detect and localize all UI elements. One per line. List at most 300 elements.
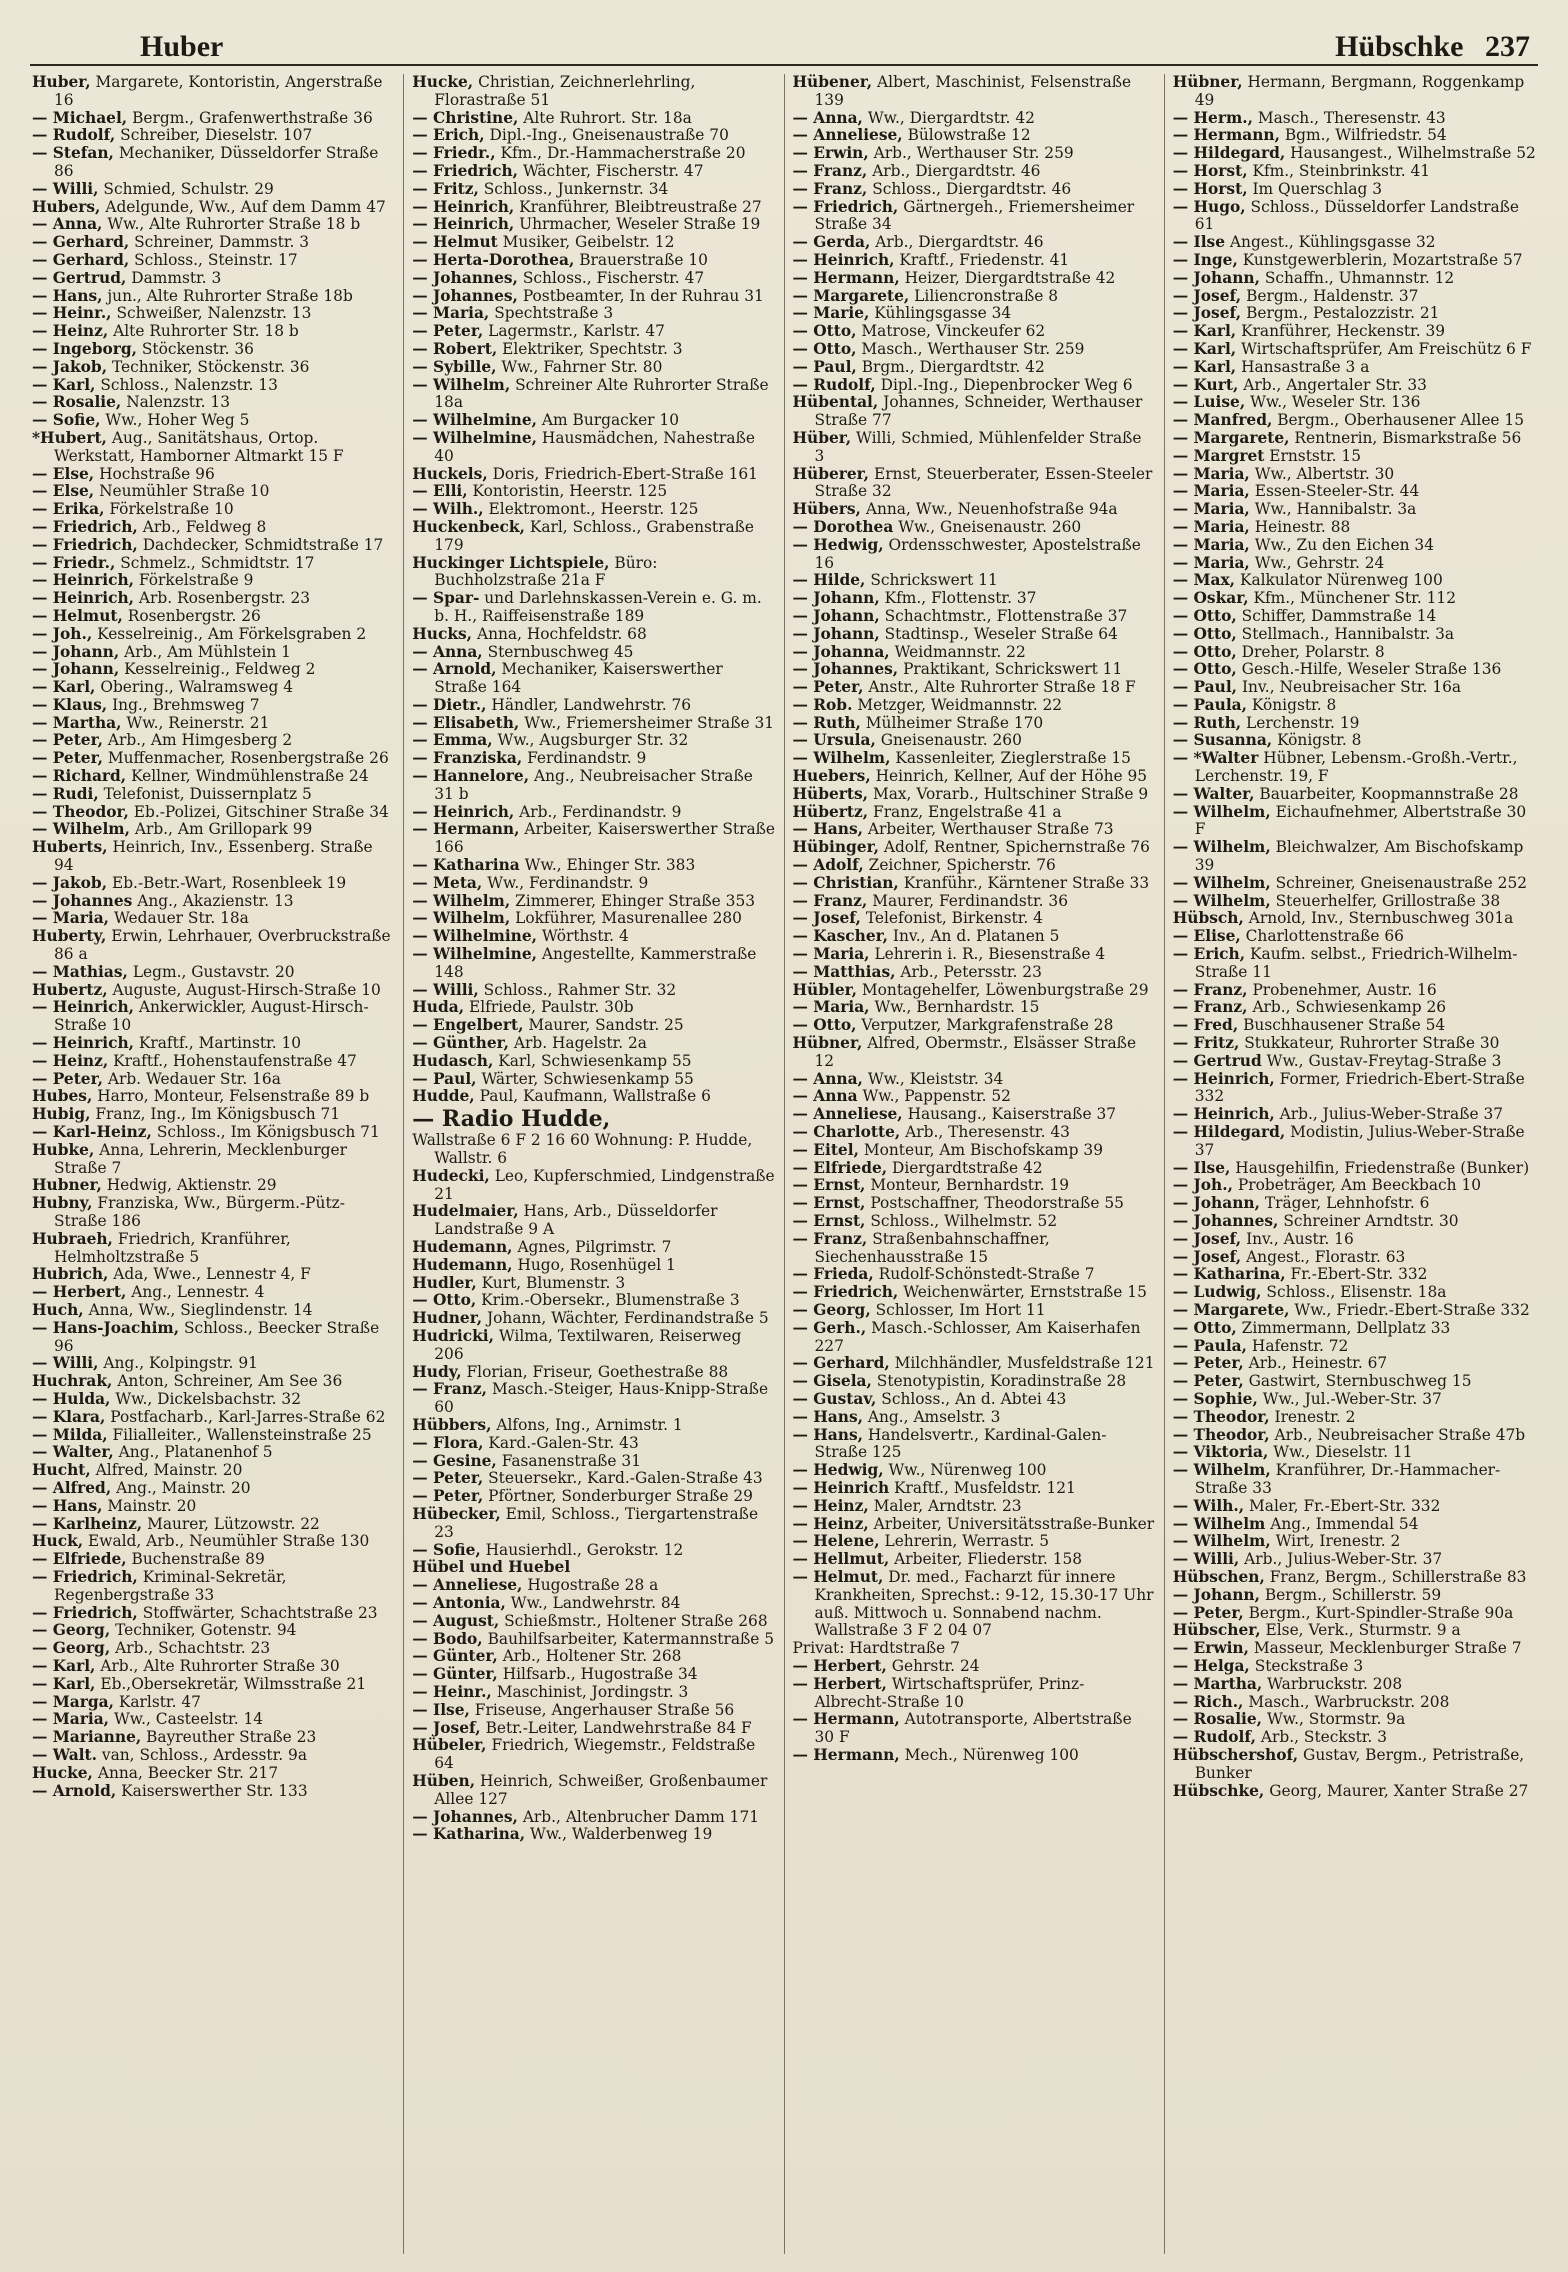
entry-details: Dr. med., Facharzt für innere Krankheiten, Sprechst.: 9-12, 15.30-17 Uhr auß. Mittwoch u. Sonnabend nachm. Wallstraße 3 F 2 04 07 bbox=[814, 1567, 1154, 1640]
entry-continuation: — Johann, bbox=[32, 660, 120, 679]
entry-details: Wilma, Textilwaren, Reiserweg 206 bbox=[434, 1326, 742, 1363]
entry-details: Hansastraße 3 a bbox=[1241, 357, 1370, 376]
entry-surname: Hübler, bbox=[792, 980, 857, 999]
entry-continuation: — Heinz, bbox=[792, 1496, 869, 1515]
entry-details: Auguste, August-Hirsch-Straße 10 bbox=[112, 980, 381, 999]
entry-surname: Hübschershof, bbox=[1172, 1745, 1299, 1764]
entry-surname: Hübers, bbox=[792, 500, 861, 519]
page-number: 237 bbox=[1485, 30, 1530, 63]
entry-continuation: — Willi, bbox=[32, 179, 99, 198]
entry-continuation: — Friedrich, bbox=[32, 517, 138, 536]
directory-entry bbox=[412, 928, 775, 946]
entry-details: Ang., Lennestr. 4 bbox=[131, 1283, 265, 1302]
entry-details: Ww., Diergardtstr. 42 bbox=[867, 108, 1035, 127]
entry-details: Bergm., Kurt-Spindler-Straße 90a bbox=[1248, 1603, 1514, 1622]
entry-continuation: — Otto, bbox=[792, 322, 857, 341]
entry-continuation: — Gerhard, bbox=[32, 250, 130, 269]
directory-entry bbox=[32, 1320, 395, 1356]
directory-entry bbox=[1173, 323, 1536, 341]
entry-details: Eb.-Betr.-Wart, Rosenbleek 19 bbox=[111, 873, 347, 892]
entry-continuation: — Joh., bbox=[32, 624, 93, 643]
directory-entry bbox=[1173, 1160, 1536, 1178]
entry-continuation: — Otto, bbox=[1172, 606, 1237, 625]
entry-continuation: — Max, bbox=[1172, 571, 1236, 590]
directory-entry bbox=[32, 1640, 395, 1658]
entry-continuation: — *Walter bbox=[1172, 749, 1259, 768]
entry-details: Am Burgacker 10 bbox=[541, 411, 680, 430]
entry-continuation: — Kurt, bbox=[1172, 375, 1239, 394]
entry-details: Metzger, Weidmannstr. 22 bbox=[857, 695, 1063, 714]
entry-details: Maler, Fr.-Ebert-Str. 332 bbox=[1249, 1496, 1441, 1515]
entry-continuation: — Johannes bbox=[32, 891, 133, 910]
entry-continuation: — Arnold, bbox=[412, 660, 497, 679]
directory-entry bbox=[32, 821, 395, 839]
entry-details: Schloss., An d. Abtei 43 bbox=[881, 1389, 1067, 1408]
directory-entry bbox=[32, 1516, 395, 1534]
entry-details: Former, Friedrich-Ebert-Straße 332 bbox=[1194, 1069, 1525, 1106]
entry-surname: Huberts, bbox=[32, 838, 108, 857]
entry-continuation: — Arnold, bbox=[32, 1781, 117, 1800]
entry-continuation: — Friedr., bbox=[412, 144, 496, 163]
entry-continuation: — Franz, bbox=[1172, 998, 1248, 1017]
entry-details: Emil, Schloss., Tiergartenstraße 23 bbox=[434, 1504, 759, 1541]
directory-entry bbox=[793, 1106, 1156, 1124]
entry-continuation: — Dietr., bbox=[412, 695, 487, 714]
directory-entry bbox=[793, 377, 1156, 395]
entry-continuation: — Heinrich, bbox=[412, 197, 515, 216]
directory-entry bbox=[32, 501, 395, 519]
entry-details: Schloss., Junkernstr. 34 bbox=[483, 179, 669, 198]
directory-entry bbox=[1173, 1409, 1536, 1427]
directory-entry bbox=[32, 893, 395, 911]
entry-continuation: — Christian, bbox=[792, 873, 899, 892]
entry-details: Bergm., Oberhausener Allee 15 bbox=[1277, 411, 1525, 430]
entry-details: Filialleiter., Wallensteinstraße 25 bbox=[112, 1425, 372, 1444]
directory-entry bbox=[1173, 750, 1536, 786]
entry-details: Kaiserswerther Str. 133 bbox=[121, 1781, 308, 1800]
entry-continuation: — Hilde, bbox=[792, 571, 866, 590]
entry-continuation: — Peter, bbox=[1172, 1603, 1244, 1622]
entry-details: Ww., Dickelsbachstr. 32 bbox=[115, 1389, 301, 1408]
entry-details: Schloss., Diergardtstr. 46 bbox=[872, 179, 1072, 198]
directory-entry bbox=[412, 1613, 775, 1631]
directory-entry bbox=[412, 697, 775, 715]
entry-continuation: — Hans, bbox=[792, 1407, 863, 1426]
entry-details: Lokführer, Masurenallee 280 bbox=[515, 909, 742, 928]
entry-continuation: — Wilh., bbox=[412, 500, 484, 519]
directory-entry bbox=[32, 608, 395, 626]
entry-continuation: — Helene, bbox=[792, 1532, 880, 1551]
entry-surname: Hüben, bbox=[412, 1771, 476, 1790]
page-header bbox=[30, 26, 1538, 66]
entry-details: Uhrmacher, Weseler Straße 19 bbox=[519, 215, 761, 234]
directory-entry bbox=[1173, 644, 1536, 662]
entry-continuation: — Peter, bbox=[32, 749, 103, 768]
entry-details: Kraftf., Musfeldstr. 121 bbox=[894, 1478, 1076, 1497]
directory-entry bbox=[1173, 1462, 1536, 1498]
entry-details: Musiker, Geibelstr. 12 bbox=[502, 233, 675, 252]
directory-entry bbox=[1173, 163, 1536, 181]
entry-surname: Hubraeh, bbox=[32, 1229, 113, 1248]
entry-details: Kfm., Münchener Str. 112 bbox=[1253, 589, 1456, 608]
entry-continuation: — Rosalie, bbox=[32, 393, 122, 412]
entry-details: Ww., Gustav-Freytag-Straße 3 bbox=[1266, 1051, 1502, 1070]
directory-entry bbox=[412, 1595, 775, 1613]
directory-entry bbox=[32, 394, 395, 412]
directory-entry bbox=[412, 982, 775, 1000]
entry-details: Bergm., Pestalozzistr. 21 bbox=[1246, 304, 1440, 323]
entry-continuation: — Otto, bbox=[1172, 660, 1237, 679]
entry-details: Kontoristin, Heerstr. 125 bbox=[472, 482, 668, 501]
entry-continuation: — Herta-Dorothea, bbox=[412, 250, 575, 269]
entry-surname: Huebers, bbox=[792, 767, 871, 786]
directory-entry bbox=[793, 679, 1156, 697]
directory-entry bbox=[412, 1577, 775, 1595]
entry-details: Ada, Wwe., Lennestr 4, F bbox=[113, 1265, 311, 1284]
entry-continuation: — Karl, bbox=[32, 1656, 96, 1675]
directory-entry bbox=[793, 430, 1156, 466]
entry-continuation: — Gerh., bbox=[792, 1318, 867, 1337]
entry-continuation: — Heinz, bbox=[32, 322, 109, 341]
entry-surname: Hübinger, bbox=[792, 838, 879, 857]
entry-details: Kard.-Galen-Str. 43 bbox=[488, 1433, 639, 1452]
directory-entry bbox=[793, 910, 1156, 928]
entry-details: Förkelstraße 9 bbox=[138, 571, 254, 590]
directory-entry bbox=[1173, 893, 1536, 911]
entry-details: Förkelstraße 10 bbox=[109, 500, 234, 519]
entry-details: Arb., Diergardtstr. 46 bbox=[872, 161, 1041, 180]
entry-continuation: — Hermann, bbox=[792, 1745, 900, 1764]
entry-details: Mülheimer Straße 170 bbox=[865, 713, 1044, 732]
entry-details: Handelsvertr., Kardinal-Galen-Straße 125 bbox=[814, 1425, 1107, 1462]
directory-entry bbox=[793, 1373, 1156, 1391]
entry-details: Heinestr. 88 bbox=[1254, 517, 1351, 536]
entry-surname: Hubig, bbox=[32, 1105, 91, 1124]
entry-details: Arb., Julius-Weber-Straße 37 bbox=[1279, 1105, 1504, 1124]
entry-continuation: — Oskar, bbox=[1172, 589, 1249, 608]
entry-surname: Hübel und Huebel bbox=[412, 1558, 571, 1577]
directory-entry bbox=[1173, 199, 1536, 235]
directory-entry bbox=[412, 127, 775, 145]
directory-entry bbox=[1173, 590, 1536, 608]
entry-details: Anna, Ww., Neuenhofstraße 94a bbox=[865, 500, 1118, 519]
directory-entry bbox=[1173, 234, 1536, 252]
entry-details: Fr.-Ebert-Str. 332 bbox=[1290, 1265, 1428, 1284]
entry-details: Rosenbergstr. 26 bbox=[127, 606, 261, 625]
directory-entry bbox=[793, 288, 1156, 306]
entry-details: Techniker, Stöckenstr. 36 bbox=[111, 357, 310, 376]
entry-continuation: — Georg, bbox=[32, 1621, 111, 1640]
entry-details: Eichaufnehmer, Albertstraße 30 F bbox=[1194, 802, 1527, 839]
entry-details: jun., Alte Ruhrorter Straße 18b bbox=[107, 286, 353, 305]
entry-details: Friseuse, Angerhauser Straße 56 bbox=[474, 1700, 735, 1719]
entry-continuation: — Josef, bbox=[1172, 1229, 1242, 1248]
entry-details: Angest., Kühlingsgasse 32 bbox=[1229, 233, 1436, 252]
entry-details: Arb., Ferdinandstr. 9 bbox=[519, 802, 682, 821]
entry-details: Bülowstraße 12 bbox=[907, 126, 1031, 145]
directory-entry bbox=[32, 1694, 395, 1712]
directory-entry bbox=[1173, 1071, 1536, 1107]
entry-continuation: — Wilhelm, bbox=[1172, 1532, 1271, 1551]
entry-details: Monteur, Am Bischofskamp 39 bbox=[863, 1140, 1103, 1159]
directory-entry bbox=[412, 1470, 775, 1488]
directory-entry bbox=[412, 483, 775, 501]
directory-entry bbox=[1173, 1533, 1536, 1551]
entry-continuation: — Anna bbox=[792, 1087, 858, 1106]
directory-entry bbox=[1173, 679, 1536, 697]
directory-entry bbox=[1173, 1729, 1536, 1747]
directory-entry bbox=[793, 1071, 1156, 1089]
directory-entry bbox=[1173, 1498, 1536, 1516]
entry-details: Irenestr. 2 bbox=[1274, 1407, 1356, 1426]
entry-continuation: — Günter, bbox=[412, 1665, 498, 1684]
entry-details: Dipl.-Ing., Diepenbrocker Weg 6 bbox=[880, 375, 1133, 394]
directory-entry bbox=[793, 1498, 1156, 1516]
directory-entry bbox=[793, 466, 1156, 502]
entry-continuation: — Rosalie, bbox=[1172, 1710, 1263, 1729]
entry-continuation: — Maria, bbox=[32, 909, 110, 928]
entry-surname: Hudemann, bbox=[412, 1238, 513, 1256]
entry-details: Schloss., Wilhelmstr. 52 bbox=[870, 1212, 1058, 1230]
directory-entry bbox=[1173, 1017, 1536, 1035]
entry-continuation: — Friedrich, bbox=[32, 1603, 138, 1622]
directory-entry bbox=[1173, 1747, 1536, 1783]
entry-continuation: — Georg, bbox=[32, 1639, 111, 1658]
entry-details: Rentnerin, Bismarkstraße 56 bbox=[1294, 428, 1522, 447]
column-2 bbox=[404, 74, 784, 2254]
directory-entry bbox=[1173, 483, 1536, 501]
entry-continuation: — Inge, bbox=[1172, 250, 1238, 269]
entry-continuation: — Herbert, bbox=[792, 1656, 887, 1675]
entry-continuation: — Otto, bbox=[1172, 624, 1237, 643]
entry-continuation: — Johann, bbox=[32, 642, 120, 661]
directory-entry bbox=[412, 1453, 775, 1471]
directory-entry bbox=[32, 1053, 395, 1071]
directory-entry bbox=[412, 1132, 775, 1168]
directory-entry bbox=[1173, 270, 1536, 288]
entry-details: Steuerhelfer, Grillostraße 38 bbox=[1275, 891, 1501, 910]
entry-surname: Hubes, bbox=[32, 1087, 93, 1106]
entry-continuation: — Erwin, bbox=[792, 144, 869, 163]
entry-continuation: — Johann, bbox=[1172, 1585, 1260, 1604]
entry-surname: Huck, bbox=[32, 1532, 84, 1551]
directory-entry bbox=[32, 537, 395, 555]
directory-entry bbox=[412, 1381, 775, 1417]
directory-entry bbox=[1173, 786, 1536, 804]
entry-details: Florian, Friseur, Goethestraße 88 bbox=[466, 1362, 729, 1381]
entry-continuation: — Elli, bbox=[412, 482, 468, 501]
entry-details: Schlosser, Im Hort 11 bbox=[875, 1300, 1046, 1319]
entry-details: Alfred, Mainstr. 20 bbox=[95, 1461, 243, 1480]
entry-details: Königstr. 8 bbox=[1277, 731, 1362, 750]
entry-details: Inv., Neubreisacher Str. 16a bbox=[1241, 678, 1462, 697]
entry-details: Anstr., Alte Ruhrorter Straße 18 F bbox=[868, 678, 1136, 697]
entry-details: Ww., Landwehrstr. 84 bbox=[510, 1593, 681, 1612]
directory-entry bbox=[32, 216, 395, 234]
directory-entry bbox=[1173, 1338, 1536, 1356]
entry-continuation: — Helga, bbox=[1172, 1656, 1250, 1675]
entry-continuation: — Wilhelm, bbox=[1172, 802, 1271, 821]
entry-details: Arb., Am Himgesberg 2 bbox=[107, 731, 293, 750]
entry-details: Gehrstr. 24 bbox=[891, 1656, 980, 1675]
entry-details: Arb., Schachtstr. 23 bbox=[115, 1639, 271, 1658]
directory-entry bbox=[1173, 448, 1536, 466]
column-3 bbox=[785, 74, 1165, 2254]
entry-continuation: — Marga, bbox=[32, 1692, 114, 1711]
entry-details: Masch.-Schlosser, Am Kaiserhafen 227 bbox=[814, 1318, 1141, 1355]
directory-entry bbox=[1173, 1177, 1536, 1195]
directory-entry bbox=[793, 626, 1156, 644]
directory-entry bbox=[793, 750, 1156, 768]
entry-continuation: — Wilhelmine, bbox=[412, 411, 538, 430]
entry-continuation: — Rich., bbox=[1172, 1692, 1244, 1711]
entry-continuation: — Maria, bbox=[1172, 535, 1250, 554]
directory-entry bbox=[412, 341, 775, 359]
directory-entry bbox=[32, 679, 395, 697]
entry-continuation: — Ernst, bbox=[792, 1194, 866, 1213]
directory-entry bbox=[32, 1373, 395, 1391]
header-right-group bbox=[1335, 30, 1530, 64]
entry-continuation: — Wilhelm, bbox=[1172, 1461, 1271, 1480]
entry-details: Ww., Dieselstr. 11 bbox=[1273, 1443, 1413, 1462]
entry-details: Maurer, Sandstr. 25 bbox=[528, 1016, 684, 1035]
directory-entry bbox=[32, 270, 395, 288]
entry-continuation: — Ruth, bbox=[1172, 713, 1242, 732]
directory-entry bbox=[412, 1809, 775, 1827]
directory-entry bbox=[1173, 555, 1536, 573]
entry-details: Arbeiter, Universitätsstraße-Bunker bbox=[873, 1514, 1155, 1533]
entry-continuation: — Ilse bbox=[1172, 233, 1226, 252]
entry-details: Ww., Albertstr. 30 bbox=[1254, 464, 1395, 483]
entry-details: Elektriker, Spechtstr. 3 bbox=[502, 339, 683, 358]
directory-entry bbox=[412, 430, 775, 466]
directory-entry bbox=[1173, 74, 1536, 110]
directory-entry bbox=[32, 982, 395, 1000]
directory-entry bbox=[32, 1071, 395, 1089]
entry-details: Monteur, Bernhardstr. 19 bbox=[870, 1176, 1070, 1195]
directory-entry bbox=[412, 999, 775, 1017]
directory-entry bbox=[32, 732, 395, 750]
entry-surname: Hubner, bbox=[32, 1176, 102, 1195]
entry-continuation: — Wilhelm, bbox=[1172, 873, 1271, 892]
entry-details: Mech., Nürenweg 100 bbox=[904, 1745, 1079, 1764]
entry-continuation: — Otto, bbox=[1172, 642, 1237, 661]
entry-continuation: — Ilse, bbox=[1172, 1158, 1231, 1177]
entry-details: Heinrich, Inv., Essenberg. Straße 94 bbox=[54, 838, 373, 875]
entry-details: Kunstgewerblerin, Mozartstraße 57 bbox=[1242, 250, 1523, 269]
entry-details: Pförtner, Sonderburger Straße 29 bbox=[488, 1487, 753, 1506]
entry-continuation: — Friedrich, bbox=[792, 197, 899, 216]
entry-surname: Hudner, bbox=[412, 1309, 483, 1328]
directory-entry bbox=[32, 305, 395, 323]
entry-details: Maschinist, Jordingstr. 3 bbox=[496, 1682, 689, 1701]
entry-continuation: — Johannes, bbox=[412, 268, 518, 287]
entry-details: Schreiber, Dieselstr. 107 bbox=[120, 126, 313, 145]
header-right-keyword: Hübschke bbox=[1335, 30, 1464, 63]
directory-entry bbox=[1173, 946, 1536, 982]
directory-entry bbox=[32, 1444, 395, 1462]
directory-entry bbox=[1173, 519, 1536, 537]
directory-entry bbox=[32, 341, 395, 359]
entry-continuation: — Rudolf, bbox=[792, 375, 876, 394]
directory-entry bbox=[793, 1516, 1156, 1534]
directory-entry bbox=[412, 1737, 775, 1773]
entry-continuation: — Franziska, bbox=[412, 749, 523, 768]
directory-entry bbox=[32, 661, 395, 679]
entry-details: Kaufm. selbst., Friedrich-Wilhelm-Straße 11 bbox=[1194, 945, 1518, 981]
entry-continuation: — Kascher, bbox=[792, 927, 888, 946]
entry-continuation: — Georg, bbox=[792, 1300, 871, 1319]
directory-entry bbox=[32, 1747, 395, 1765]
entry-continuation: — Franz, bbox=[792, 891, 868, 910]
directory-entry bbox=[32, 750, 395, 768]
entry-details: Schloss., Fischerstr. 47 bbox=[522, 268, 705, 287]
directory-entry bbox=[412, 359, 775, 377]
entry-continuation: — Martha, bbox=[32, 713, 122, 732]
directory-entry bbox=[32, 555, 395, 573]
directory-entry bbox=[793, 732, 1156, 750]
entry-details: Ww., Reinerstr. 21 bbox=[126, 713, 270, 732]
entry-details: Wärter, Schwiesenkamp 55 bbox=[481, 1069, 694, 1088]
entry-surname: *Hubert, bbox=[32, 428, 107, 447]
entry-details: Neumühler Straße 10 bbox=[99, 482, 270, 501]
entry-continuation: — Michael, bbox=[32, 108, 128, 127]
entry-continuation: — Herbert, bbox=[32, 1283, 127, 1302]
directory-entry bbox=[32, 1142, 395, 1178]
entry-continuation: — Horst, bbox=[1172, 179, 1248, 198]
entry-continuation: — Wilhelmine, bbox=[412, 428, 538, 447]
entry-surname: Hübbers, bbox=[412, 1415, 492, 1434]
entry-details: Wörthstr. 4 bbox=[541, 927, 629, 946]
directory-entry bbox=[793, 501, 1156, 519]
directory-entry bbox=[32, 964, 395, 982]
entry-continuation: — Hermann, bbox=[792, 268, 900, 287]
directory-entry bbox=[32, 626, 395, 644]
entry-continuation: — Gertrud bbox=[1172, 1051, 1262, 1070]
entry-continuation: — Paula, bbox=[1172, 695, 1247, 714]
directory-entry bbox=[1173, 1213, 1536, 1231]
directory-entry bbox=[793, 74, 1156, 110]
directory-entry bbox=[1173, 1124, 1536, 1160]
entry-details: Verputzer, Markgrafenstraße 28 bbox=[861, 1016, 1114, 1035]
entry-details: Franziska, Ww., Bürgerm.-Pütz-Straße 186 bbox=[54, 1194, 345, 1230]
entry-details: Wirtschaftsprüfer, Prinz-Albrecht-Straße 10 bbox=[814, 1674, 1085, 1711]
entry-continuation: — Emma, bbox=[412, 731, 493, 750]
entry-details: Adolf, Rentner, Spichernstraße 76 bbox=[883, 838, 1150, 857]
entry-details: Liliencronstraße 8 bbox=[914, 286, 1059, 305]
entry-details: Krim.-Obersekr., Blumenstraße 3 bbox=[481, 1291, 740, 1310]
directory-entry bbox=[412, 1053, 775, 1071]
entry-details: Kranführ., Kärntener Straße 33 bbox=[903, 873, 1150, 892]
entry-surname: Hübsch, bbox=[1172, 909, 1244, 928]
directory-entry bbox=[1173, 359, 1536, 377]
directory-entry bbox=[1173, 1302, 1536, 1320]
entry-continuation: — Johann, bbox=[792, 624, 880, 643]
directory-entry bbox=[793, 1142, 1156, 1160]
directory-entry bbox=[793, 1177, 1156, 1195]
directory-entry bbox=[1173, 1355, 1536, 1373]
entry-continuation: — Heinrich, bbox=[1172, 1069, 1275, 1088]
directory-entry bbox=[1173, 1391, 1536, 1409]
entry-details: und Darlehnskassen-Verein e. G. m. b. H., Raiffeisenstraße 189 bbox=[434, 589, 762, 625]
entry-details: Charlottenstraße 66 bbox=[1245, 927, 1404, 946]
entry-details: Maler, Arndtstr. 23 bbox=[873, 1496, 1022, 1515]
directory-entry bbox=[1173, 1249, 1536, 1267]
entry-details: Kranführer, Bleibtreustraße 27 bbox=[519, 197, 762, 216]
entry-details: Obering., Walramsweg 4 bbox=[100, 678, 294, 697]
entry-details: Arb., Holtener Str. 268 bbox=[502, 1647, 682, 1666]
entry-details: Legm., Gustavstr. 20 bbox=[132, 962, 295, 981]
